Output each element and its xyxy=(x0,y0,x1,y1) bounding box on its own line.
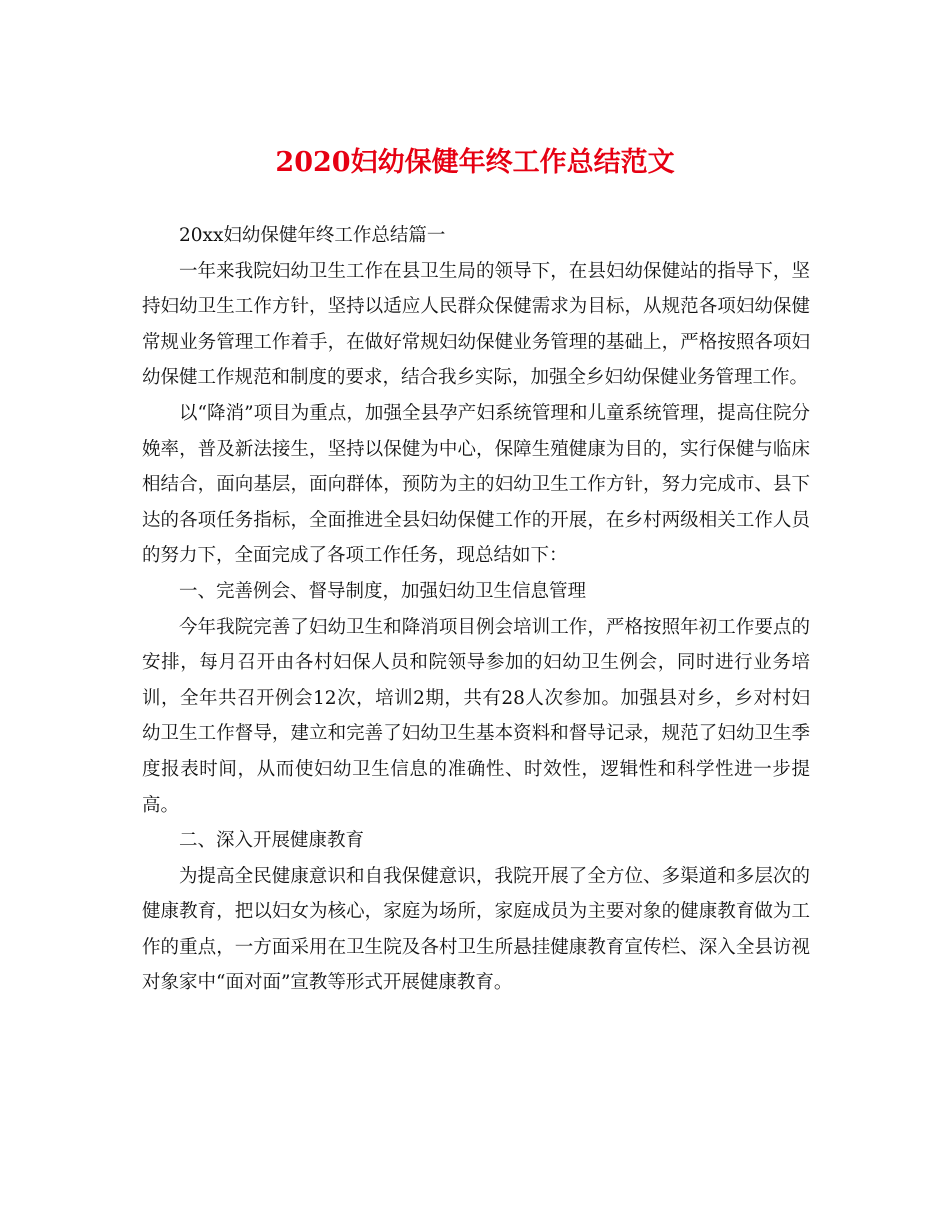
paragraph: 以“降消”项目为重点，加强全县孕产妇系统管理和儿童系统管理，提高住院分娩率，普及新法接生，坚持以保健为中心，保障生殖健康为目的，实行保健与临床相结合，面向基层，面向群体，预防为主的妇幼卫生工作方针，努力完成市、县下达的各项任务指标，全面推进全县妇幼保健工作的开展，在乡村两级相关工作人员的努力下，全面完成了各项工作任务，现总结如下： xyxy=(142,402,810,567)
section-heading: 一、完善例会、督导制度，加强妇幼卫生信息管理 xyxy=(179,580,587,602)
document-title: 2020妇幼保健年终工作总结范文 xyxy=(275,147,675,178)
paragraph: 今年我院完善了妇幼卫生和降消项目例会培训工作，严格按照年初工作要点的安排，每月召开由各村妇保人员和院领导参加的妇幼卫生例会，同时进行业务培训，全年共召开例会12次，培训2期，共有28人次参加。加强县对乡，乡对村妇幼卫生工作督导，建立和完善了妇幼卫生基本资料和督导记录，规范了妇幼卫生季度报表时间，从而使妇幼卫生信息的准确性、时效性，逻辑性和科学性进一步提高。 xyxy=(142,616,810,816)
section-heading: 二、深入开展健康教育 xyxy=(179,830,365,852)
section-heading: 20xx妇幼保健年终工作总结篇一 xyxy=(179,225,446,246)
paragraph: 为提高全民健康意识和自我保健意识，我院开展了全方位、多渠道和多层次的健康教育，把以妇女为核心，家庭为场所，家庭成员为主要对象的健康教育做为工作的重点，一方面采用在卫生院及各村卫生所悬挂健康教育宣传栏、深入全县访视对象家中“面对面”宣教等形式开展健康教育。 xyxy=(142,865,810,994)
paragraph: 一年来我院妇幼卫生工作在县卫生局的领导下，在县妇幼保健站的指导下，坚持妇幼卫生工作方针，坚持以适应人民群众保健需求为目标，从规范各项妇幼保健常规业务管理工作着手，在做好常规妇幼保健业务管理的基础上，严格按照各项妇幼保健工作规范和制度的要求，结合我乡实际，加强全乡妇幼保健业务管理工作。 xyxy=(142,260,810,389)
document-body xyxy=(142,218,810,1001)
